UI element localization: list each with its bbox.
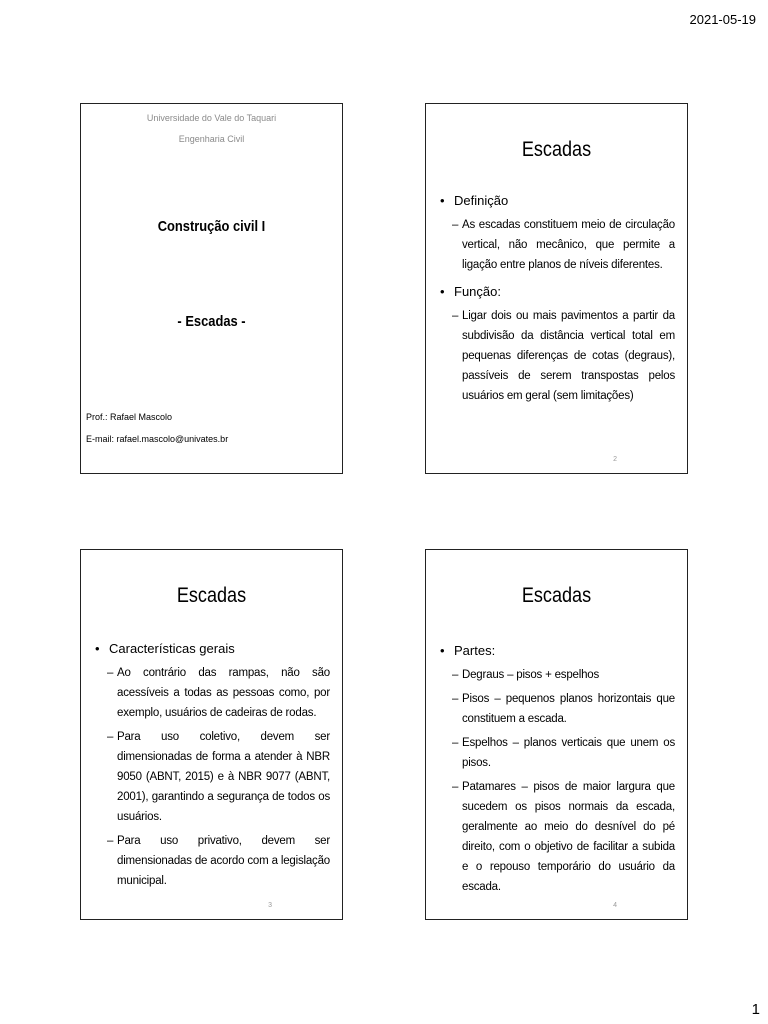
slide-4 [425,549,688,920]
professor-email: E-mail: rafael.mascolo@univates.br [86,434,229,444]
sub-item: – Para uso privativo, devem ser dimensionadas de acordo com a legislação municipal. [95,831,330,891]
slide-number: 2 [613,456,617,463]
page-number: 1 [751,1001,760,1018]
department-name: Engenharia Civil [178,134,245,144]
sub-item: – Para uso coletivo, devem ser dimensionadas de forma a atender à NBR 9050 (ABNT, 2015) e à NBR 9077 (ABNT, 2001), garantindo a segurança de todos os usuários. [95,727,330,827]
slide-2 [425,103,688,474]
sub-item: – Espelhos – planos verticais que unem os pisos. [440,733,675,773]
slide-content [95,640,330,895]
professor-name: Prof.: Rafael Mascolo [86,412,173,422]
page-date: 2021-05-19 [689,12,756,27]
slide-number: 4 [613,902,617,909]
course-title: Construção civil I [157,218,266,235]
slide-title: Escadas [521,584,592,607]
bullet-definicao: • Definição [440,192,675,209]
university-name: Universidade do Vale do Taquari [146,113,277,123]
slide-content [440,642,675,901]
slide-title: Escadas [176,584,247,607]
slide-3 [80,549,343,920]
sub-item: – Ligar dois ou mais pavimentos a partir da subdivisão da distância vertical total em pequenas diferenças de cotas (degraus), passíveis de serem transpostas pelos usuários em geral (sem limitações) [440,306,675,406]
sub-item: – As escadas constituem meio de circulação vertical, não mecânico, que permite a ligação entre planos de níveis diferentes. [440,215,675,275]
sub-item: – Patamares – pisos de maior largura que sucedem os pisos normais da escada, geralmente ao meio do desnível do pé direito, com o objetivo de facilitar a subida e o repouso temporário do usuário da escada. [440,777,675,897]
slide-1 [80,103,343,474]
slide-number: 3 [268,902,272,909]
slide-content [440,192,675,410]
bullet-funcao: • Função: [440,283,675,300]
bullet-partes: • Partes: [440,642,675,659]
sub-item: – Degraus – pisos + espelhos [440,665,675,685]
topic-title: - Escadas - [177,313,246,330]
sub-item: – Pisos – pequenos planos horizontais que constituem a escada. [440,689,675,729]
sub-item: – Ao contrário das rampas, não são acessíveis a todas as pessoas como, por exemplo, usuários de cadeiras de rodas. [95,663,330,723]
bullet-caracteristicas: • Características gerais [95,640,330,657]
slide-title: Escadas [521,138,592,161]
